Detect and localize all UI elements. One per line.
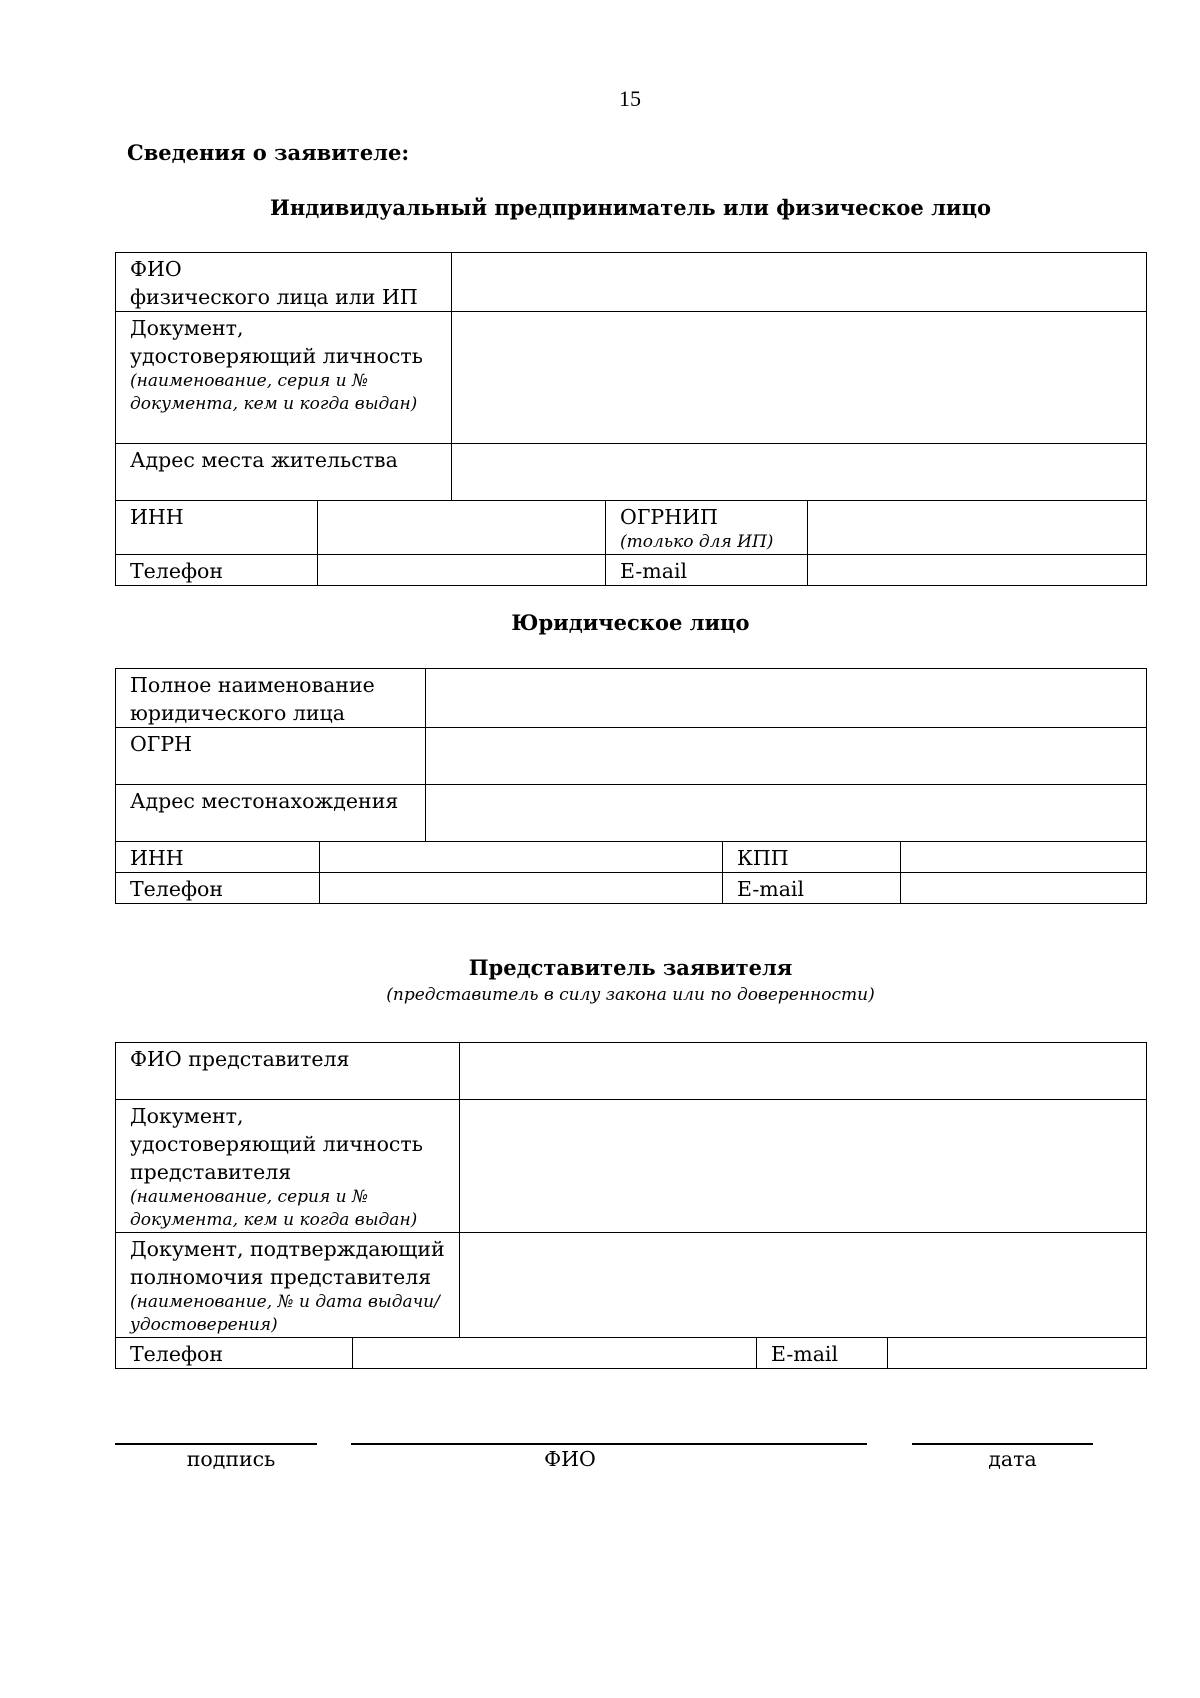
legal-ogrn-label: ОГРН [116, 728, 426, 785]
legal-name-label-1: Полное наименование [130, 673, 375, 697]
representative-email-field[interactable] [888, 1338, 1147, 1369]
representative-auth-label-2: полномочия представителя [130, 1265, 432, 1289]
representative-auth-label-cell [116, 1233, 460, 1338]
legal-address-label: Адрес местонахождения [116, 785, 426, 842]
legal-inn-field[interactable] [320, 842, 723, 873]
individual-phone-field[interactable] [318, 555, 606, 586]
individual-fio-label-2: физического лица или ИП [130, 285, 418, 309]
legal-name-label-cell [116, 669, 426, 728]
representative-doc-label-2: удостоверяющий личность [130, 1132, 423, 1156]
legal-address-field[interactable] [426, 785, 1147, 842]
legal-kpp-field[interactable] [901, 842, 1147, 873]
individual-address-field[interactable] [452, 444, 1147, 501]
representative-phone-label: Телефон [116, 1338, 353, 1369]
individual-fio-label-1: ФИО [130, 257, 182, 281]
signature-line[interactable] [115, 1443, 317, 1445]
individual-doc-label-1: Документ, [130, 316, 244, 340]
representative-doc-label-3: представителя [130, 1160, 292, 1184]
section-title: Сведения о заявителе: [127, 140, 410, 165]
legal-phone-label: Телефон [116, 873, 320, 904]
individual-doc-field[interactable] [452, 312, 1147, 444]
individual-address-label: Адрес места жительства [116, 444, 452, 501]
representative-doc-note: (наименование, серия и № документа, кем и когда выдан) [130, 1187, 418, 1230]
legal-email-field[interactable] [901, 873, 1147, 904]
date-line[interactable] [912, 1443, 1093, 1445]
individual-ogrnip-field[interactable] [808, 501, 1147, 555]
legal-phone-field[interactable] [320, 873, 723, 904]
individual-fio-field[interactable] [452, 253, 1147, 312]
individual-table [115, 252, 1147, 586]
date-label: дата [988, 1447, 1037, 1471]
individual-ogrnip-label: ОГРНИП [620, 505, 718, 529]
individual-inn-label: ИНН [116, 501, 318, 555]
legal-ogrn-field[interactable] [426, 728, 1147, 785]
representative-fio-label: ФИО представителя [116, 1043, 460, 1100]
fio-signature-label: ФИО [544, 1447, 596, 1471]
legal-name-field[interactable] [426, 669, 1147, 728]
representative-doc-field[interactable] [460, 1100, 1147, 1233]
representative-title: Представитель заявителя [468, 955, 793, 980]
fio-line[interactable] [351, 1443, 867, 1445]
page-number: 15 [619, 86, 641, 111]
representative-subtitle: (представитель в силу закона или по доверенности) [386, 985, 875, 1005]
signature-label: подпись [186, 1447, 276, 1471]
representative-auth-field[interactable] [460, 1233, 1147, 1338]
individual-fio-label-cell [116, 253, 452, 312]
individual-email-label: E-mail [606, 555, 808, 586]
legal-table [115, 668, 1147, 904]
legal-email-label: E-mail [723, 873, 901, 904]
representative-auth-label-1: Документ, подтверждающий [130, 1237, 445, 1261]
individual-phone-label: Телефон [116, 555, 318, 586]
representative-table [115, 1042, 1147, 1369]
individual-title: Индивидуальный предприниматель или физическое лицо [270, 195, 991, 220]
individual-ogrnip-label-cell [606, 501, 808, 555]
representative-doc-label-1: Документ, [130, 1104, 244, 1128]
representative-phone-field[interactable] [353, 1338, 757, 1369]
individual-doc-note: (наименование, серия и № документа, кем и когда выдан) [130, 371, 418, 414]
representative-email-label: E-mail [757, 1338, 888, 1369]
legal-name-label-2: юридического лица [130, 701, 345, 725]
individual-ogrnip-note: (только для ИП) [620, 532, 774, 552]
legal-title: Юридическое лицо [511, 610, 750, 635]
representative-doc-label-cell [116, 1100, 460, 1233]
individual-doc-label-cell [116, 312, 452, 444]
individual-email-field[interactable] [808, 555, 1147, 586]
individual-doc-label-2: удостоверяющий личность [130, 344, 423, 368]
individual-inn-field[interactable] [318, 501, 606, 555]
legal-inn-label: ИНН [116, 842, 320, 873]
representative-auth-note: (наименование, № и дата выдачи/удостоверения) [130, 1292, 440, 1335]
representative-fio-field[interactable] [460, 1043, 1147, 1100]
legal-kpp-label: КПП [723, 842, 901, 873]
